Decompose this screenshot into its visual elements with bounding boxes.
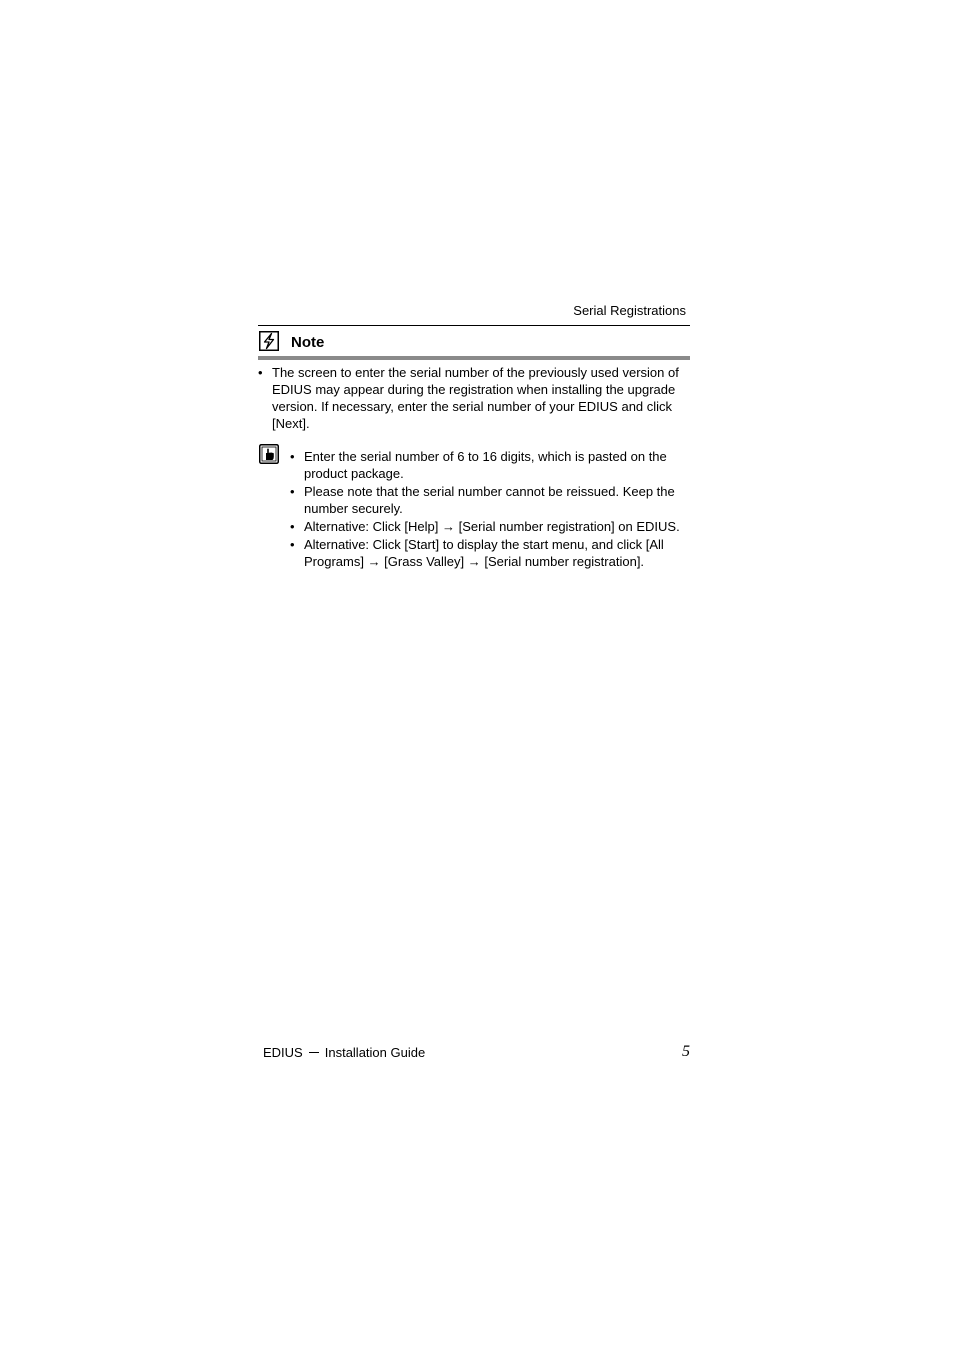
- note-lightning-icon: [259, 331, 279, 351]
- tip-item-text: Alternative: Click [Start] to display the start menu, and click [All Programs] → [Grass Valley] → [Serial number registration].: [304, 537, 664, 569]
- tip-item-text: Alternative: Click [Help] → [Serial number registration] on EDIUS.: [304, 519, 680, 534]
- note-list: [258, 364, 690, 432]
- tip-item-text: Enter the serial number of 6 to 16 digits, which is pasted on the product package.: [304, 449, 667, 481]
- footer-title: [263, 1045, 425, 1061]
- bullet-marker: •: [290, 484, 295, 499]
- bullet-marker: •: [258, 365, 263, 380]
- running-header: Serial Registrations: [573, 303, 686, 318]
- note-rule: [258, 356, 690, 360]
- footer-dash: [309, 1052, 319, 1053]
- bullet-marker: •: [290, 537, 295, 552]
- tip-item: [290, 448, 692, 482]
- tip-item: [290, 536, 692, 570]
- note-heading: [258, 330, 690, 356]
- note-item: [258, 364, 690, 432]
- note-item-text: The screen to enter the serial number of the previously used version of EDIUS may appear during the registration when installing the upgrade version. If necessary, enter the serial number of your EDIUS and click [Next].: [272, 365, 679, 431]
- hand-pointer-icon: [259, 444, 279, 464]
- page-number: 5: [682, 1043, 690, 1060]
- footer-product: EDIUS: [263, 1045, 303, 1060]
- bullet-marker: •: [290, 449, 295, 464]
- note-title: Note: [291, 334, 325, 351]
- tip-list: [290, 448, 692, 571]
- bullet-marker: •: [290, 519, 295, 534]
- tip-item-text: Please note that the serial number cannot be reissued. Keep the number securely.: [304, 484, 675, 516]
- footer-guide: Installation Guide: [324, 1045, 426, 1060]
- tip-item: [290, 518, 692, 535]
- tip-item: [290, 483, 692, 517]
- header-rule: [258, 325, 690, 326]
